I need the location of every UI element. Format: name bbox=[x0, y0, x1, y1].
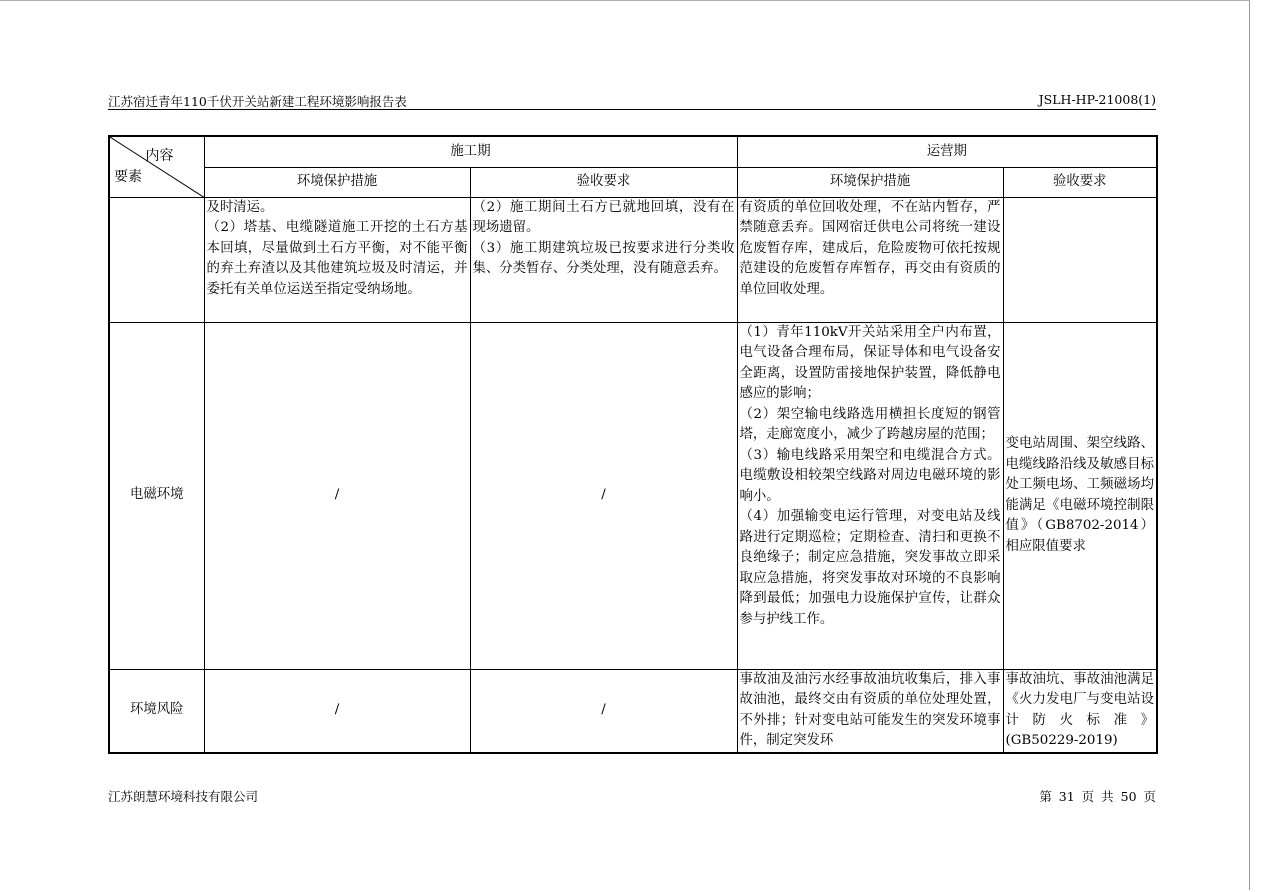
construction-measures-cell: / bbox=[204, 669, 470, 753]
operation-measures-cell bbox=[737, 197, 1003, 322]
corner-label-content: 内容 bbox=[145, 148, 174, 164]
report-title: 江苏宿迁青年110千伏开关站新建工程环境影响报告表 bbox=[108, 94, 407, 109]
paragraph: （2）施工期间土石方已就地回填，没有在现场遗留。 bbox=[472, 199, 735, 235]
operation-acceptance-cell: 变电站周围、架空线路、电缆线路沿线及敏感目标处工频电场、工频磁场均能满足《电磁环境控制限值》（GB8702-2014）相应限值要求 bbox=[1003, 322, 1157, 669]
measures-table bbox=[108, 135, 1158, 754]
header-operation-phase: 运营期 bbox=[737, 136, 1157, 167]
corner-label-element: 要素 bbox=[114, 169, 142, 185]
paragraph: 有资质的单位回收处理，不在站内暂存，严禁随意丢弃。国网宿迁供电公司将统一建设危废暂存库，建成后，危险废物可依托按规范建设的危废暂存库暂存，再交由有资质的单位回收处理。 bbox=[739, 199, 1001, 297]
construction-measures-cell: / bbox=[204, 322, 470, 669]
paragraph: 及时清运。 bbox=[206, 199, 274, 215]
table-header-row-columns bbox=[109, 167, 1157, 197]
paragraph: （2）架空输电线路选用横担长度短的钢管塔，走廊宽度小，减少了跨越房屋的范围； bbox=[739, 406, 1001, 442]
table-row bbox=[109, 197, 1157, 322]
table-header-row-phase bbox=[109, 136, 1157, 167]
element-cell: 电磁环境 bbox=[109, 322, 204, 669]
header-construction-phase: 施工期 bbox=[204, 136, 737, 167]
construction-acceptance-cell bbox=[470, 197, 737, 322]
paragraph: （3）输电线路采用架空和电缆混合方式。电缆敷设相较架空线路对周边电磁环境的影响小。 bbox=[739, 447, 1001, 504]
header-construction-acceptance: 验收要求 bbox=[470, 167, 737, 197]
table-row bbox=[109, 669, 1157, 753]
construction-measures-cell bbox=[204, 197, 470, 322]
paragraph: （1）青年110kV开关站采用全户内布置，电气设备合理布局，保证导体和电气设备安全距离，设置防雷接地保护装置，降低静电感应的影响； bbox=[739, 324, 1001, 401]
header-operation-acceptance: 验收要求 bbox=[1003, 167, 1157, 197]
paragraph: （3）施工期建筑垃圾已按要求进行分类收集、分类暂存、分类处理，没有随意丢弃。 bbox=[472, 240, 735, 276]
header-operation-measures: 环境保护措施 bbox=[737, 167, 1003, 197]
table-row bbox=[109, 322, 1157, 669]
construction-acceptance-cell: / bbox=[470, 322, 737, 669]
construction-acceptance-cell: / bbox=[470, 669, 737, 753]
page-number: 第 31 页 共 50 页 bbox=[1039, 789, 1156, 804]
header-rule bbox=[108, 109, 1156, 110]
operation-acceptance-cell bbox=[1003, 197, 1157, 322]
element-cell: 环境风险 bbox=[109, 669, 204, 753]
operation-measures-cell bbox=[737, 322, 1003, 669]
element-cell bbox=[109, 197, 204, 322]
corner-header-cell bbox=[109, 136, 204, 197]
document-code: JSLH-HP-21008(1) bbox=[1038, 92, 1156, 107]
company-name: 江苏朗慧环境科技有限公司 bbox=[108, 789, 259, 804]
paragraph: （4）加强输变电运行管理，对变电站及线路进行定期巡检；定期检查、清扫和更换不良绝缘子；制定应急措施，突发事故立即采取应急措施，将突发事故对环境的不良影响降到最低；加强电力设施保护宣传，让群众参与护线工作。 bbox=[739, 509, 1001, 627]
operation-measures-cell: 事故油及油污水经事故油坑收集后，排入事故油池，最终交由有资质的单位处理处置，不外排；针对变电站可能发生的突发环境事件，制定突发环 bbox=[737, 669, 1003, 753]
header-construction-measures: 环境保护措施 bbox=[204, 167, 470, 197]
operation-acceptance-cell: 事故油坑、事故油池满足《火力发电厂与变电站设计防火标准》(GB50229-2019) bbox=[1003, 669, 1157, 753]
paragraph: （2）塔基、电缆隧道施工开挖的土石方基本回填，尽量做到土石方平衡，对不能平衡的弃土弃渣以及其他建筑垃圾及时清运，并委托有关单位运送至指定受纳场地。 bbox=[206, 220, 468, 297]
